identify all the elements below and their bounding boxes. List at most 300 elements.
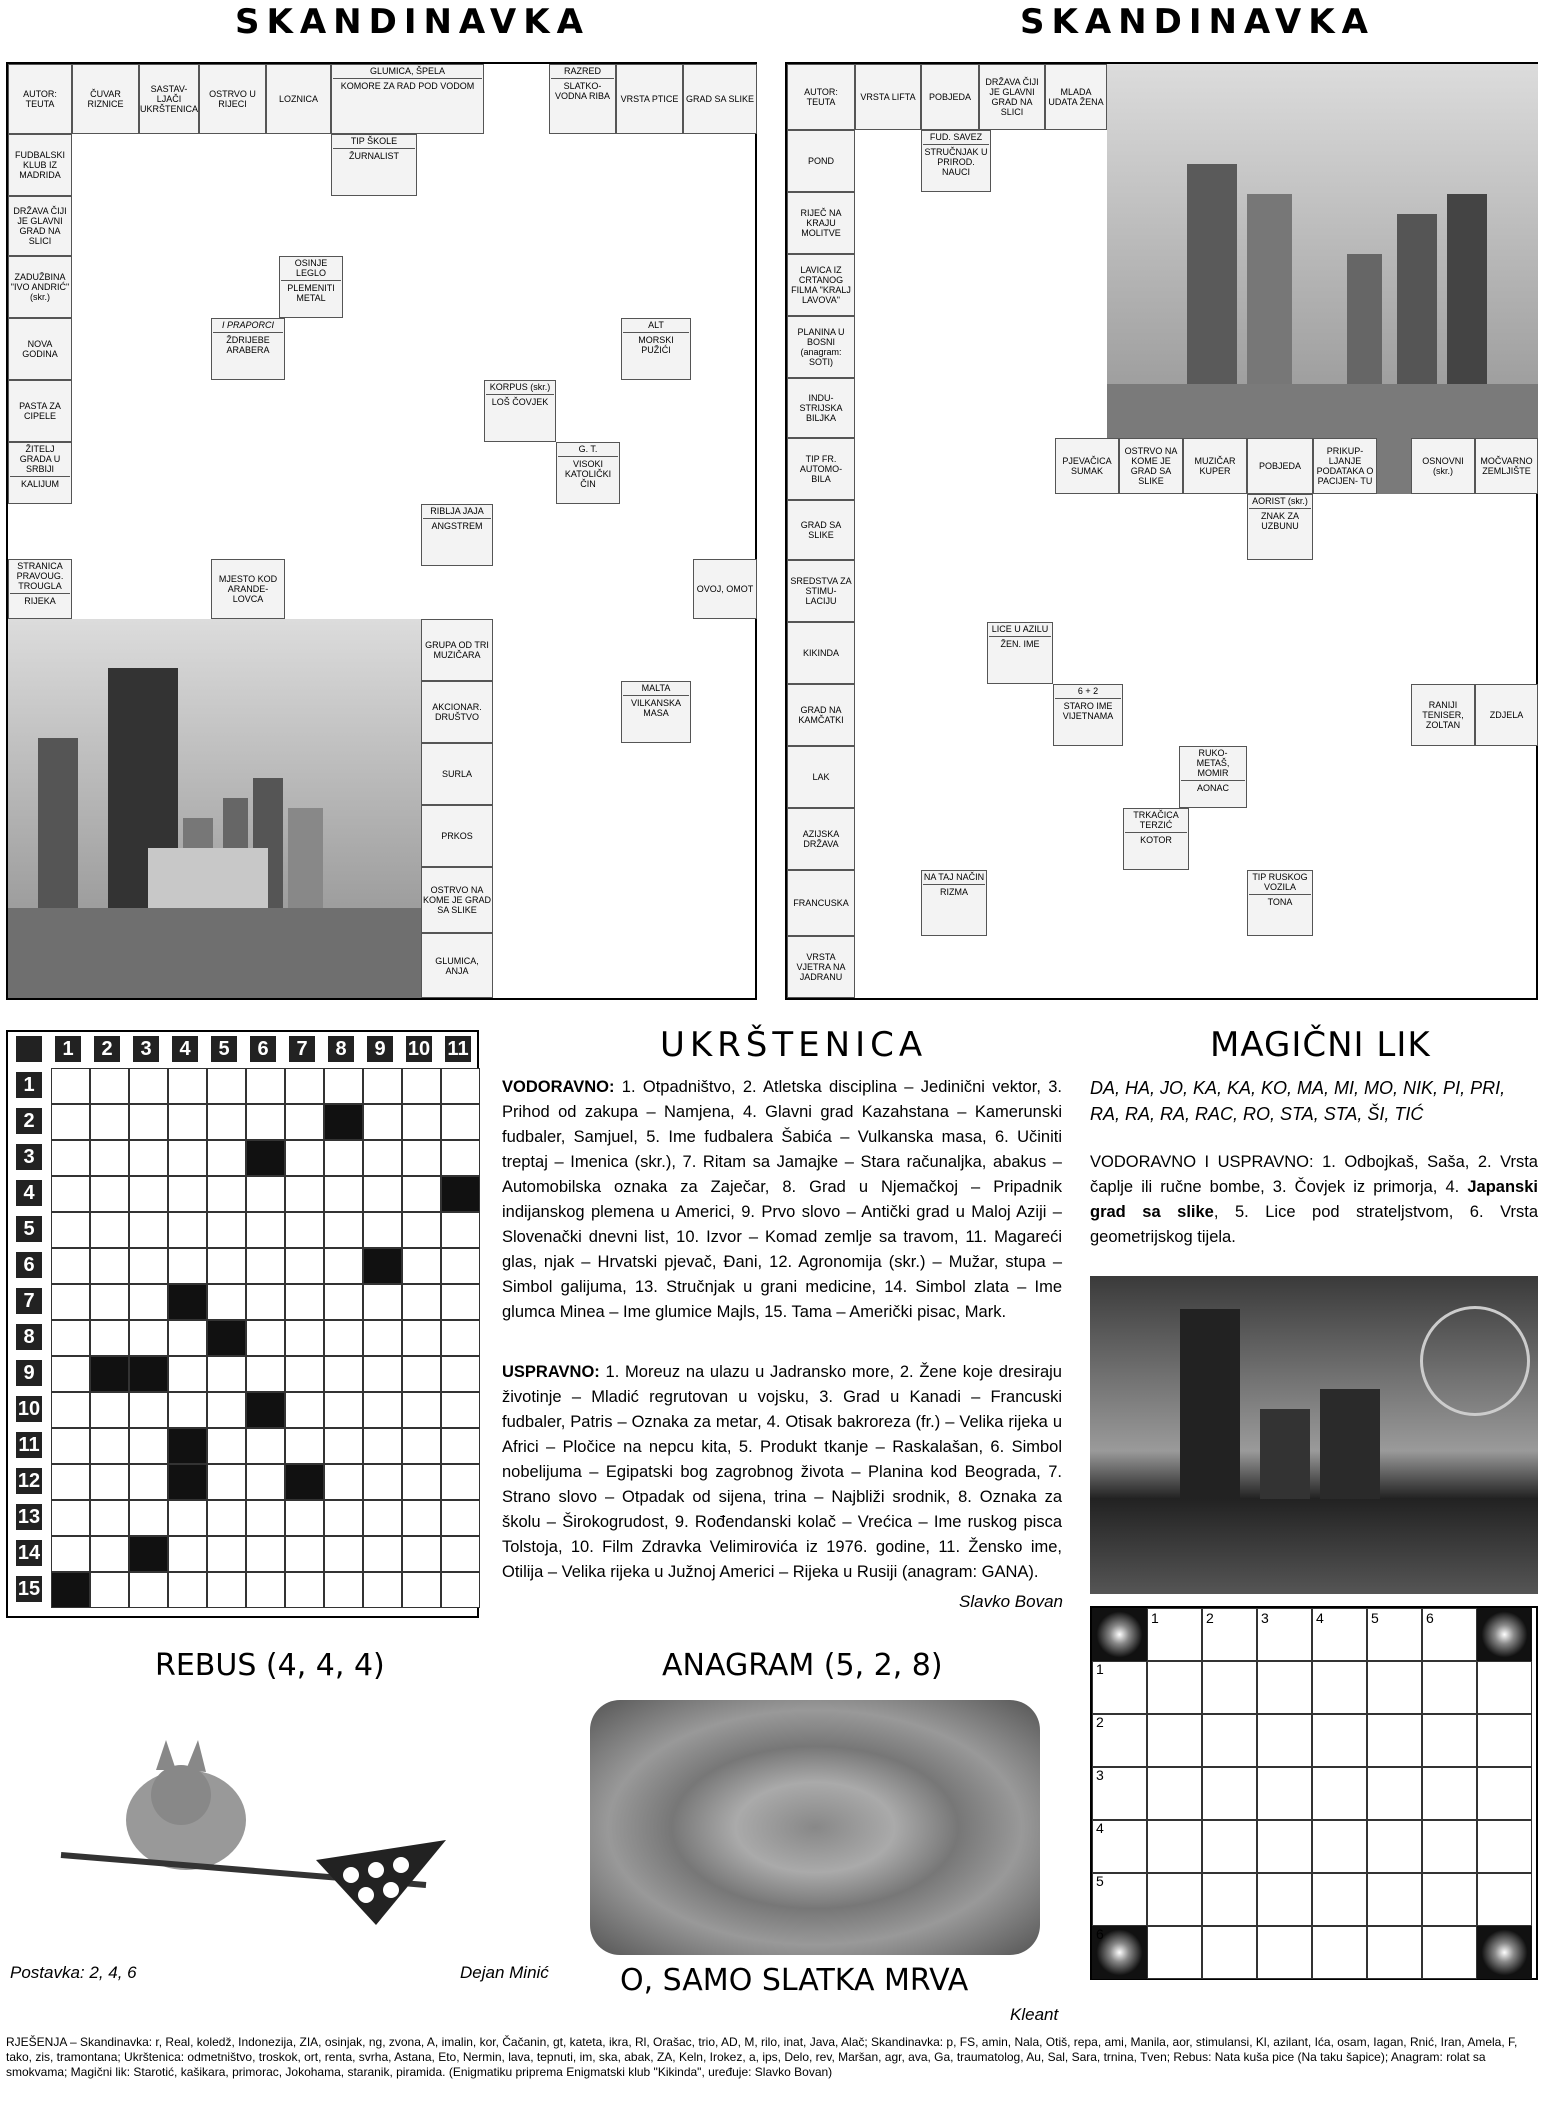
- clue-autor: AUTOR: TEUTA: [8, 64, 72, 134]
- crossword-cell[interactable]: [129, 1392, 168, 1428]
- crossword-cell[interactable]: [402, 1068, 441, 1104]
- crossword-cell[interactable]: [441, 1464, 480, 1500]
- magicni-lik-title: MAGIČNI LIK: [1210, 1025, 1431, 1065]
- crossword-cell[interactable]: [285, 1536, 324, 1572]
- crossword-cell[interactable]: [168, 1176, 207, 1212]
- crossword-cell[interactable]: [441, 1356, 480, 1392]
- magic-cell[interactable]: [1422, 1767, 1477, 1820]
- crossword-cell[interactable]: [168, 1464, 207, 1500]
- crossword-cell[interactable]: [90, 1356, 129, 1392]
- column-number: 1: [53, 1034, 83, 1064]
- magicni-clues: [1090, 1150, 1538, 1250]
- crossword-cell[interactable]: [51, 1464, 90, 1500]
- crossword-cell[interactable]: [285, 1428, 324, 1464]
- crossword-cell[interactable]: [363, 1572, 402, 1608]
- crossword-cell[interactable]: [90, 1320, 129, 1356]
- star-corner-icon: [1092, 1608, 1147, 1661]
- crossword-cell[interactable]: [441, 1176, 480, 1212]
- r-clue-trkacica: TRKAČICA TERZIĆ: [1133, 810, 1179, 830]
- clue-zitelj-kalijum: [8, 442, 72, 504]
- crossword-cell[interactable]: [441, 1500, 480, 1536]
- crossword-cell[interactable]: [207, 1536, 246, 1572]
- crossword-cell[interactable]: [51, 1104, 90, 1140]
- clue-i-praporci: I PRAPORCI: [221, 320, 274, 330]
- r-clue-staro-ime: STARO IME VIJETNAMA: [1062, 701, 1114, 721]
- crossword-cell[interactable]: [441, 1320, 480, 1356]
- magic-cell[interactable]: [1422, 1926, 1477, 1979]
- crossword-cell[interactable]: [363, 1320, 402, 1356]
- right-puzzle-title: SKANDINAVKA: [1020, 2, 1375, 42]
- crossword-cell[interactable]: [441, 1572, 480, 1608]
- crossword-cell[interactable]: [246, 1248, 285, 1284]
- rebus-image: [6, 1700, 576, 1950]
- r-clue-planina: PLANINA U BOSNI (anagram: SOTI): [787, 316, 855, 378]
- crossword-cell[interactable]: [402, 1212, 441, 1248]
- clue-grupa: GRUPA OD TRI MUZIČARA: [421, 619, 493, 681]
- magic-cell[interactable]: [1312, 1873, 1367, 1926]
- r-clue-fud-strucnjak: [921, 130, 991, 192]
- magic-cell[interactable]: [1477, 1820, 1532, 1873]
- clue-ostrvo-u-rijeci: OSTRVO U RIJECI: [199, 64, 266, 134]
- crossword-cell[interactable]: [441, 1536, 480, 1572]
- clue-ostrvo-na-kome: OSTRVO NA KOME JE GRAD SA SLIKE: [421, 867, 493, 933]
- row-number: 15: [14, 1574, 44, 1604]
- magic-cell[interactable]: [1202, 1873, 1257, 1926]
- column-number: 2: [1206, 1610, 1214, 1626]
- magic-cell[interactable]: [1312, 1926, 1367, 1979]
- clue-nova-godina: NOVA GODINA: [8, 318, 72, 380]
- crossword-cell[interactable]: [51, 1284, 90, 1320]
- clue-los-covjek: LOŠ ČOVJEK: [491, 397, 549, 407]
- crossword-cell[interactable]: [402, 1176, 441, 1212]
- crossword-cell[interactable]: [90, 1104, 129, 1140]
- crossword-cell[interactable]: [129, 1428, 168, 1464]
- crossword-cell[interactable]: [207, 1248, 246, 1284]
- magic-cell[interactable]: [1367, 1873, 1422, 1926]
- r-clue-aonac: AONAC: [1196, 783, 1229, 793]
- magic-cell[interactable]: [1477, 1714, 1532, 1767]
- star-corner-icon: [1477, 1608, 1532, 1661]
- crossword-cell[interactable]: [324, 1212, 363, 1248]
- magic-cell[interactable]: [1477, 1873, 1532, 1926]
- crossword-cell[interactable]: [51, 1356, 90, 1392]
- clue-riblja-angstrem: [421, 504, 493, 566]
- row-number: 3: [14, 1142, 44, 1172]
- crossword-cell[interactable]: [90, 1176, 129, 1212]
- crossword-cell[interactable]: [285, 1464, 324, 1500]
- clue-zitelj: ŽITELJ GRADA U SRBIJI: [19, 444, 61, 474]
- magic-cell[interactable]: [1202, 1767, 1257, 1820]
- r-clue-pond: POND: [787, 130, 855, 192]
- crossword-cell[interactable]: [90, 1248, 129, 1284]
- magic-cell[interactable]: [1477, 1661, 1532, 1714]
- crossword-cell[interactable]: [285, 1500, 324, 1536]
- crossword-cell[interactable]: [363, 1392, 402, 1428]
- crossword-cell[interactable]: [90, 1500, 129, 1536]
- crossword-cell[interactable]: [129, 1536, 168, 1572]
- crossword-cell[interactable]: [207, 1464, 246, 1500]
- magic-cell[interactable]: [1202, 1926, 1257, 1979]
- crossword-cell[interactable]: [285, 1320, 324, 1356]
- r-clue-pobjeda: POBJEDA: [921, 64, 979, 130]
- column-number: 7: [287, 1034, 317, 1064]
- clue-razred: RAZRED: [563, 66, 601, 76]
- crossword-cell[interactable]: [402, 1356, 441, 1392]
- crossword-cell[interactable]: [246, 1068, 285, 1104]
- crossword-cell[interactable]: [207, 1356, 246, 1392]
- crossword-cell[interactable]: [168, 1284, 207, 1320]
- crossword-cell[interactable]: [168, 1320, 207, 1356]
- crossword-cell[interactable]: [324, 1176, 363, 1212]
- magic-cell[interactable]: [1257, 1873, 1312, 1926]
- crossword-cell[interactable]: [129, 1572, 168, 1608]
- magic-cell[interactable]: [1422, 1661, 1477, 1714]
- crossword-cell[interactable]: [246, 1572, 285, 1608]
- crossword-cell[interactable]: [207, 1140, 246, 1176]
- crossword-cell[interactable]: [441, 1104, 480, 1140]
- crossword-cell[interactable]: [90, 1068, 129, 1104]
- r-clue-lice: LICE U AZILU: [991, 624, 1049, 634]
- ukrstenica-grid: [6, 1030, 479, 1618]
- crossword-cell[interactable]: [324, 1392, 363, 1428]
- magic-cell[interactable]: [1147, 1873, 1202, 1926]
- magic-cell[interactable]: [1367, 1820, 1422, 1873]
- magic-cell[interactable]: [1367, 1714, 1422, 1767]
- magic-cell[interactable]: [1147, 1926, 1202, 1979]
- crossword-cell[interactable]: [285, 1212, 324, 1248]
- crossword-cell[interactable]: [168, 1428, 207, 1464]
- grid-corner: [14, 1034, 44, 1064]
- crossword-cell[interactable]: [129, 1104, 168, 1140]
- crossword-cell[interactable]: [129, 1320, 168, 1356]
- magic-cell[interactable]: [1257, 1767, 1312, 1820]
- crossword-cell[interactable]: [246, 1356, 285, 1392]
- crossword-cell[interactable]: [168, 1212, 207, 1248]
- magic-cell[interactable]: [1257, 1714, 1312, 1767]
- r-clue-na-taj-rizma: [921, 870, 987, 936]
- r-clue-znak: ZNAK ZA UZBUNU: [1260, 511, 1299, 531]
- crossword-cell[interactable]: [441, 1212, 480, 1248]
- r-clue-drzava: DRŽAVA ČIJI JE GLAVNI GRAD NA SLICI: [979, 64, 1045, 130]
- anagram-phrase: O, SAMO SLATKA MRVA: [620, 1963, 969, 1998]
- row-number: 7: [14, 1286, 44, 1316]
- magic-cell[interactable]: [1202, 1714, 1257, 1767]
- crossword-cell[interactable]: [402, 1428, 441, 1464]
- row-number: 5: [1096, 1873, 1104, 1889]
- crossword-cell[interactable]: [129, 1212, 168, 1248]
- row-number: 12: [14, 1466, 44, 1496]
- crossword-cell[interactable]: [246, 1176, 285, 1212]
- r-clue-rukometas-aonac: [1179, 746, 1247, 808]
- crossword-cell[interactable]: [324, 1248, 363, 1284]
- crossword-cell[interactable]: [246, 1500, 285, 1536]
- row-number: 1: [14, 1070, 44, 1100]
- clue-korpus: KORPUS (skr.): [489, 382, 551, 392]
- crossword-cell[interactable]: [51, 1248, 90, 1284]
- magic-cell[interactable]: [1422, 1873, 1477, 1926]
- crossword-cell[interactable]: [246, 1212, 285, 1248]
- crossword-cell[interactable]: [402, 1104, 441, 1140]
- crossword-cell[interactable]: [207, 1428, 246, 1464]
- magic-cell[interactable]: [1367, 1767, 1422, 1820]
- crossword-cell[interactable]: [129, 1176, 168, 1212]
- r-clue-mlada: MLADA UDATA ŽENA: [1045, 64, 1107, 130]
- row-number: 11: [14, 1430, 44, 1460]
- magicni-clue-bold: Japanski grad sa slike: [1090, 1178, 1538, 1221]
- crossword-cell[interactable]: [90, 1392, 129, 1428]
- crossword-cell[interactable]: [441, 1284, 480, 1320]
- crossword-cell[interactable]: [51, 1536, 90, 1572]
- column-number: 8: [326, 1034, 356, 1064]
- crossword-cell[interactable]: [363, 1284, 402, 1320]
- clue-stranica-rijeka: [8, 559, 72, 619]
- crossword-cell[interactable]: [246, 1392, 285, 1428]
- crossword-cell[interactable]: [90, 1428, 129, 1464]
- crossword-cell[interactable]: [51, 1068, 90, 1104]
- crossword-cell[interactable]: [441, 1248, 480, 1284]
- crossword-cell[interactable]: [402, 1392, 441, 1428]
- r-clue-raniji: RANIJI TENISER, ZOLTAN: [1411, 684, 1475, 746]
- anagram-author: Kleant: [1010, 2005, 1059, 2024]
- r-clue-prikupljanje: PRIKUP- LJANJE PODATAKA O PACIJEN- TU: [1313, 438, 1377, 494]
- crossword-cell[interactable]: [51, 1428, 90, 1464]
- crossword-cell[interactable]: [324, 1572, 363, 1608]
- crossword-cell[interactable]: [285, 1068, 324, 1104]
- magic-cell[interactable]: [1202, 1661, 1257, 1714]
- magicni-clues-end: , 5. Lice pod strateljstvom, 6. Vrsta geometrijskog tijela.: [1090, 1203, 1538, 1246]
- crossword-cell[interactable]: [324, 1428, 363, 1464]
- crossword-cell[interactable]: [90, 1212, 129, 1248]
- crossword-cell[interactable]: [207, 1212, 246, 1248]
- column-number: 3: [131, 1034, 161, 1064]
- r-clue-sredstva: SREDSTVA ZA STIMU- LACIJU: [787, 560, 855, 622]
- crossword-cell[interactable]: [168, 1248, 207, 1284]
- crossword-cell[interactable]: [168, 1356, 207, 1392]
- crossword-cell[interactable]: [285, 1356, 324, 1392]
- crossword-cell[interactable]: [363, 1212, 402, 1248]
- ukrstenica-uspravno: [502, 1360, 1062, 1585]
- crossword-cell[interactable]: [168, 1068, 207, 1104]
- column-number: 2: [92, 1034, 122, 1064]
- left-puzzle-title: SKANDINAVKA: [235, 2, 590, 42]
- crossword-cell[interactable]: [285, 1572, 324, 1608]
- crossword-cell[interactable]: [402, 1248, 441, 1284]
- crossword-cell[interactable]: [324, 1284, 363, 1320]
- magic-cell[interactable]: [1367, 1661, 1422, 1714]
- crossword-cell[interactable]: [402, 1536, 441, 1572]
- r-clue-na-taj: NA TAJ NAČIN: [923, 872, 985, 882]
- crossword-cell[interactable]: [324, 1104, 363, 1140]
- crossword-cell[interactable]: [402, 1464, 441, 1500]
- column-number: 6: [248, 1034, 278, 1064]
- crossword-cell[interactable]: [285, 1248, 324, 1284]
- crossword-cell[interactable]: [129, 1140, 168, 1176]
- magic-cell[interactable]: [1312, 1820, 1367, 1873]
- crossword-cell[interactable]: [168, 1104, 207, 1140]
- crossword-cell[interactable]: [363, 1536, 402, 1572]
- crossword-cell[interactable]: [324, 1500, 363, 1536]
- crossword-cell[interactable]: [246, 1464, 285, 1500]
- clue-osinje: OSINJE LEGLO: [294, 258, 328, 278]
- clue-vrsta-ptice: VRSTA PTICE: [616, 64, 683, 134]
- crossword-cell[interactable]: [90, 1464, 129, 1500]
- clue-stranica: STRANICA PRAVOUG. TROUGLA: [16, 561, 64, 591]
- clue-morski: MORSKI PUŽIĆI: [638, 335, 674, 355]
- clue-zurnalist: ŽURNALIST: [348, 151, 399, 161]
- crossword-cell[interactable]: [402, 1320, 441, 1356]
- crossword-cell[interactable]: [207, 1572, 246, 1608]
- magic-cell[interactable]: [1257, 1661, 1312, 1714]
- magic-cell[interactable]: [1147, 1767, 1202, 1820]
- magic-cell[interactable]: [1477, 1767, 1532, 1820]
- left-skandinavka-grid: [6, 62, 757, 1000]
- crossword-cell[interactable]: [207, 1320, 246, 1356]
- crossword-cell[interactable]: [246, 1140, 285, 1176]
- magic-cell[interactable]: [1147, 1820, 1202, 1873]
- crossword-cell[interactable]: [402, 1140, 441, 1176]
- clue-zdrijebe: ŽDRIJEBE ARABERA: [226, 335, 270, 355]
- r-clue-pjevacica: PJEVAČICA SUMAK: [1055, 438, 1119, 494]
- crossword-cell[interactable]: [363, 1428, 402, 1464]
- clue-rijeka: RIJEKA: [24, 596, 56, 606]
- crossword-cell[interactable]: [441, 1428, 480, 1464]
- r-clue-azijska: AZIJSKA DRŽAVA: [787, 808, 855, 870]
- crossword-cell[interactable]: [285, 1176, 324, 1212]
- magic-cell[interactable]: [1312, 1767, 1367, 1820]
- crossword-cell[interactable]: [363, 1464, 402, 1500]
- crossword-cell[interactable]: [129, 1500, 168, 1536]
- clue-glumica-anja: GLUMICA, ANJA: [421, 933, 493, 998]
- magic-cell[interactable]: [1312, 1714, 1367, 1767]
- crossword-cell[interactable]: [51, 1140, 90, 1176]
- crossword-cell[interactable]: [246, 1536, 285, 1572]
- crossword-cell[interactable]: [363, 1068, 402, 1104]
- right-city-photo: [1107, 64, 1538, 494]
- crossword-cell[interactable]: [90, 1536, 129, 1572]
- crossword-cell[interactable]: [363, 1500, 402, 1536]
- crossword-cell[interactable]: [363, 1248, 402, 1284]
- crossword-cell[interactable]: [207, 1104, 246, 1140]
- crossword-cell[interactable]: [51, 1392, 90, 1428]
- crossword-cell[interactable]: [363, 1140, 402, 1176]
- crossword-cell[interactable]: [441, 1068, 480, 1104]
- crossword-cell[interactable]: [90, 1284, 129, 1320]
- row-number: 4: [14, 1178, 44, 1208]
- crossword-cell[interactable]: [324, 1464, 363, 1500]
- row-number: 5: [14, 1214, 44, 1244]
- crossword-cell[interactable]: [324, 1068, 363, 1104]
- crossword-cell[interactable]: [129, 1248, 168, 1284]
- roll-cake-image: [590, 1700, 1040, 1955]
- column-number: 4: [170, 1034, 200, 1064]
- crossword-cell[interactable]: [207, 1176, 246, 1212]
- magic-cell[interactable]: [1367, 1926, 1422, 1979]
- r-clue-tona: TONA: [1267, 897, 1293, 907]
- crossword-cell[interactable]: [90, 1572, 129, 1608]
- crossword-cell[interactable]: [246, 1284, 285, 1320]
- crossword-cell[interactable]: [285, 1104, 324, 1140]
- crossword-cell[interactable]: [129, 1284, 168, 1320]
- crossword-cell[interactable]: [324, 1356, 363, 1392]
- magicni-grid: [1090, 1606, 1538, 1980]
- magic-cell[interactable]: [1202, 1820, 1257, 1873]
- magic-cell[interactable]: [1147, 1661, 1202, 1714]
- crossword-cell[interactable]: [51, 1320, 90, 1356]
- crossword-cell[interactable]: [207, 1068, 246, 1104]
- crossword-cell[interactable]: [168, 1392, 207, 1428]
- crossword-cell[interactable]: [363, 1176, 402, 1212]
- crossword-cell[interactable]: [441, 1140, 480, 1176]
- uspravno-label: USPRAVNO:: [502, 1363, 600, 1381]
- crossword-cell[interactable]: [51, 1500, 90, 1536]
- magic-cell[interactable]: [1257, 1926, 1312, 1979]
- crossword-cell[interactable]: [129, 1464, 168, 1500]
- magic-cell[interactable]: [1147, 1714, 1202, 1767]
- cat-billiards-illustration: [6, 1700, 576, 1950]
- crossword-cell[interactable]: [285, 1392, 324, 1428]
- crossword-cell[interactable]: [441, 1392, 480, 1428]
- crossword-cell[interactable]: [129, 1356, 168, 1392]
- crossword-cell[interactable]: [246, 1428, 285, 1464]
- clue-cuvar: ČUVAR RIZNICE: [72, 64, 139, 134]
- crossword-cell[interactable]: [285, 1140, 324, 1176]
- clue-drzava: DRŽAVA ČIJI JE GLAVNI GRAD NA SLICI: [8, 196, 72, 256]
- solutions-text: RJEŠENJA – Skandinavka: r, Real, koledž, Indonezija, ZIA, osinjak, ng, zvona, A, imalin, kor, Čačanin, gt, kateta, ikra, Rl, Orašac, trio, AD, M, rilo, inat, Java, Alač; Skandinavka: p, FS, amin, Nala, Otiš, repa, ami, Manila, aor, stimulansi, Kl, azilant, Ića, osam, Iagan, Rnić, Iran, Amela, F, tako, zis, tramontana; Ukrštenica: odmetništvo, troskok, ort, renta, svrha, Astana, Eto, Nermin, lava, tepnuti, im, ska, abak, ZA, Keln, Irokez, a, ips, Delo, rev, Maršan, agr, ava, Ga, traumatolog, Au, Sal, Sara, trnina, Tven; Rebus: Nata kuša pice (Na taku šapice); Anagram: rolat sa smokvama; Magični lik: Starotić, kašikara, primorac, Jokohama, staranik, piramida. (Enigmatiku priprema Enigmatski klub "Kikinda", uređuje: Slavko Bovan): [6, 2035, 1518, 2079]
- crossword-cell[interactable]: [168, 1500, 207, 1536]
- crossword-cell[interactable]: [90, 1140, 129, 1176]
- yokohama-photo: [1090, 1276, 1538, 1594]
- crossword-cell[interactable]: [324, 1140, 363, 1176]
- r-clue-six-plus-two: 6 + 2: [1077, 686, 1099, 696]
- crossword-cell[interactable]: [51, 1572, 90, 1608]
- crossword-cell[interactable]: [324, 1320, 363, 1356]
- crossword-cell[interactable]: [129, 1068, 168, 1104]
- crossword-cell[interactable]: [51, 1212, 90, 1248]
- r-clue-lice-zen: [987, 622, 1053, 684]
- magic-cell[interactable]: [1312, 1661, 1367, 1714]
- rebus-author: Dejan Minić: [460, 1963, 549, 1982]
- magic-cell[interactable]: [1422, 1820, 1477, 1873]
- crossword-cell[interactable]: [324, 1536, 363, 1572]
- crossword-cell[interactable]: [402, 1572, 441, 1608]
- rebus-postavka: Postavka: 2, 4, 6: [10, 1963, 137, 1982]
- magic-cell[interactable]: [1257, 1820, 1312, 1873]
- r-clue-strucnjak: STRUČNJAK U PRIROD. NAUCI: [924, 147, 988, 177]
- crossword-cell[interactable]: [246, 1320, 285, 1356]
- clue-mjesto: MJESTO KOD ARANDE- LOVCA: [211, 559, 285, 619]
- crossword-cell[interactable]: [168, 1536, 207, 1572]
- magic-cell[interactable]: [1422, 1714, 1477, 1767]
- crossword-cell[interactable]: [207, 1500, 246, 1536]
- crossword-cell[interactable]: [363, 1356, 402, 1392]
- r-clue-muzicar: MUZIČAR KUPER: [1183, 438, 1247, 494]
- left-city-photo: [8, 619, 421, 998]
- clue-visoki: VISOKI KATOLIČKI ČIN: [564, 459, 612, 489]
- crossword-cell[interactable]: [51, 1176, 90, 1212]
- clue-malta: MALTA: [641, 683, 671, 693]
- crossword-cell[interactable]: [207, 1284, 246, 1320]
- crossword-cell[interactable]: [363, 1104, 402, 1140]
- clue-fudbalski: FUDBALSKI KLUB IZ MADRIDA: [8, 134, 72, 196]
- crossword-cell[interactable]: [168, 1572, 207, 1608]
- crossword-cell[interactable]: [402, 1500, 441, 1536]
- crossword-cell[interactable]: [246, 1104, 285, 1140]
- crossword-cell[interactable]: [207, 1392, 246, 1428]
- r-clue-tip-ruskog-tona: [1247, 870, 1313, 936]
- crossword-cell[interactable]: [402, 1284, 441, 1320]
- crossword-cell[interactable]: [285, 1284, 324, 1320]
- crossword-cell[interactable]: [168, 1140, 207, 1176]
